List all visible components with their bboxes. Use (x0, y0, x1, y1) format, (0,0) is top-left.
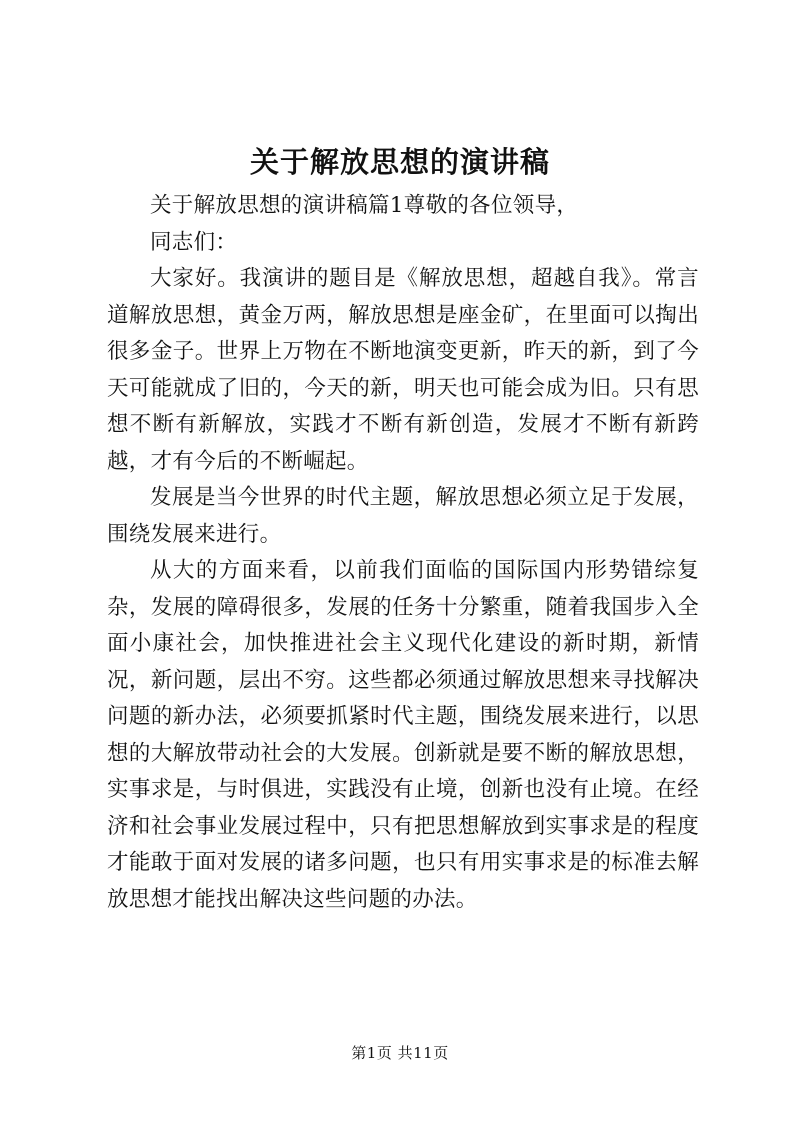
paragraph-salutation: 同志们： (150, 229, 238, 255)
document-body (107, 188, 699, 918)
paragraph-greeting: 关于解放思想的演讲稿篇1尊敬的各位领导， (150, 193, 579, 218)
page-number-footer: 第1页 共11页 (351, 1044, 449, 1062)
paragraph-intro: 大家好。我演讲的题目是《解放思想，超越自我》。常言道解放思想，黄金万两，解放思想是座金矿，在里面可以掏出很多金子。世界上万物在不断地演变更新，昨天的新，到了今天可能就成了旧的，今天的新，明天也可能会成为旧。只有思想不断有新解放，实践才不断有新创造，发展才不断有新跨越，才有今后的不断崛起。 (107, 266, 699, 474)
paragraph-development: 从大的方面来看，以前我们面临的国际国内形势错综复杂，发展的障碍很多，发展的任务十分繁重，随着我国步入全面小康社会，加快推进社会主义现代化建设的新时期，新情况，新问题，层出不穷。这些都必须通过解放思想来寻找解决问题的新办法，必须要抓紧时代主题，围绕发展来进行，以思想的大解放带动社会的大发展。创新就是要不断的解放思想，实事求是，与时俱进，实践没有止境，创新也没有止境。在经济和社会事业发展过程中，只有把思想解放到实事求是的程度才能敢于面对发展的诸多问题，也只有用实事求是的标准去解放思想才能找出解决这些问题的办法。 (107, 558, 699, 912)
paragraph-theme: 发展是当今世界的时代主题，解放思想必须立足于发展，围绕发展来进行。 (107, 485, 699, 547)
page-title: 关于解放思想的演讲稿 (249, 145, 550, 179)
